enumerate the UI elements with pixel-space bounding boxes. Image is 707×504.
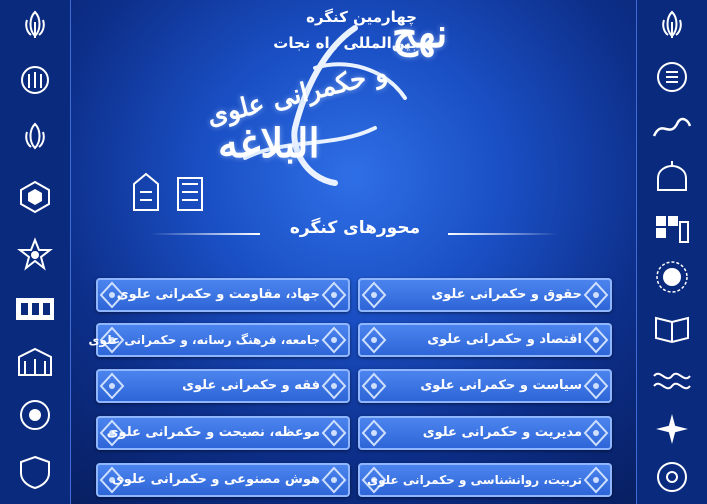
shield-logo-icon (13, 455, 57, 489)
building-logo-icon (13, 345, 57, 379)
calligraphy-word-balagha: البلاغه (218, 120, 320, 167)
ornament-icon (321, 466, 347, 494)
axes-title-line-left (150, 233, 260, 235)
calligraphy-word-governance: و حکمرانی علوی (204, 58, 391, 132)
round-seal-icon (13, 398, 57, 432)
calligraphy-word-nahj: نهج (392, 10, 448, 57)
topic-item (358, 369, 612, 403)
ornament-icon (321, 326, 347, 354)
ornament-icon (321, 372, 347, 400)
topic-item (358, 463, 612, 497)
calligraphy-logo-icon (650, 112, 694, 146)
seal-logo-icon (13, 64, 57, 98)
grid-logo-icon (650, 212, 694, 246)
ornament-icon (583, 281, 609, 309)
organizer-logos (128, 170, 208, 214)
topic-label: جامعه، فرهنگ رسانه، و حکمرانی علوی (88, 333, 320, 347)
topic-label: مدیریت و حکمرانی علوی (422, 425, 582, 440)
topic-label: موعظه، نصیحت و حکمرانی علوی (106, 425, 320, 440)
topic-item (358, 416, 612, 450)
box-logo-icon (13, 292, 57, 326)
topic-label: تربیت، روانشناسی و حکمرانی علوی (367, 473, 582, 487)
ornament-icon (361, 419, 387, 447)
topic-item (96, 278, 350, 312)
ornament-icon (99, 372, 125, 400)
ornament-icon (583, 466, 609, 494)
topic-label: هوش مصنوعی و حکمرانی علوی (111, 472, 320, 487)
congress-number: چهارمین کنگره (306, 8, 417, 26)
wave-logo-icon (650, 362, 694, 396)
round-seal-icon (650, 60, 694, 94)
topic-item (358, 323, 612, 357)
topic-label: فقه و حکمرانی علوی (182, 378, 320, 393)
right-logo-column (636, 0, 707, 504)
round-seal-icon (650, 460, 694, 494)
ornament-icon (583, 419, 609, 447)
iran-emblem-icon (650, 8, 694, 42)
ornament-icon (361, 372, 387, 400)
topic-item (88, 323, 350, 357)
ornament-icon (361, 281, 387, 309)
ornament-icon (583, 326, 609, 354)
sun-seal-icon (650, 260, 694, 294)
mosque-logo-icon (650, 160, 694, 194)
topic-item (96, 369, 350, 403)
ornament-icon (321, 281, 347, 309)
axes-title: محورهای کنگره (289, 218, 421, 238)
left-logo-column (0, 0, 71, 504)
star-logo-icon (13, 238, 57, 272)
topic-item (96, 463, 350, 497)
book-logo-icon (650, 310, 694, 344)
iran-emblem-icon (13, 8, 57, 42)
topic-item (96, 416, 350, 450)
topic-item (358, 278, 612, 312)
ornament-icon (583, 372, 609, 400)
ornament-icon (321, 419, 347, 447)
topic-label: سیاست و حکمرانی علوی (420, 378, 582, 393)
topic-label: اقتصاد و حکمرانی علوی (427, 332, 582, 347)
compass-logo-icon (650, 412, 694, 446)
axes-title-line-right (448, 233, 558, 235)
topic-label: جهاد، مقاومت و حکمرانی علوی (116, 287, 320, 302)
topic-label: حقوق و حکمرانی علوی (431, 287, 582, 302)
iran-emblem-icon (13, 120, 57, 154)
congress-subtitle: بین‌المللی راه نجات (273, 34, 417, 52)
ornament-icon (361, 326, 387, 354)
hexagon-logo-icon (13, 180, 57, 214)
